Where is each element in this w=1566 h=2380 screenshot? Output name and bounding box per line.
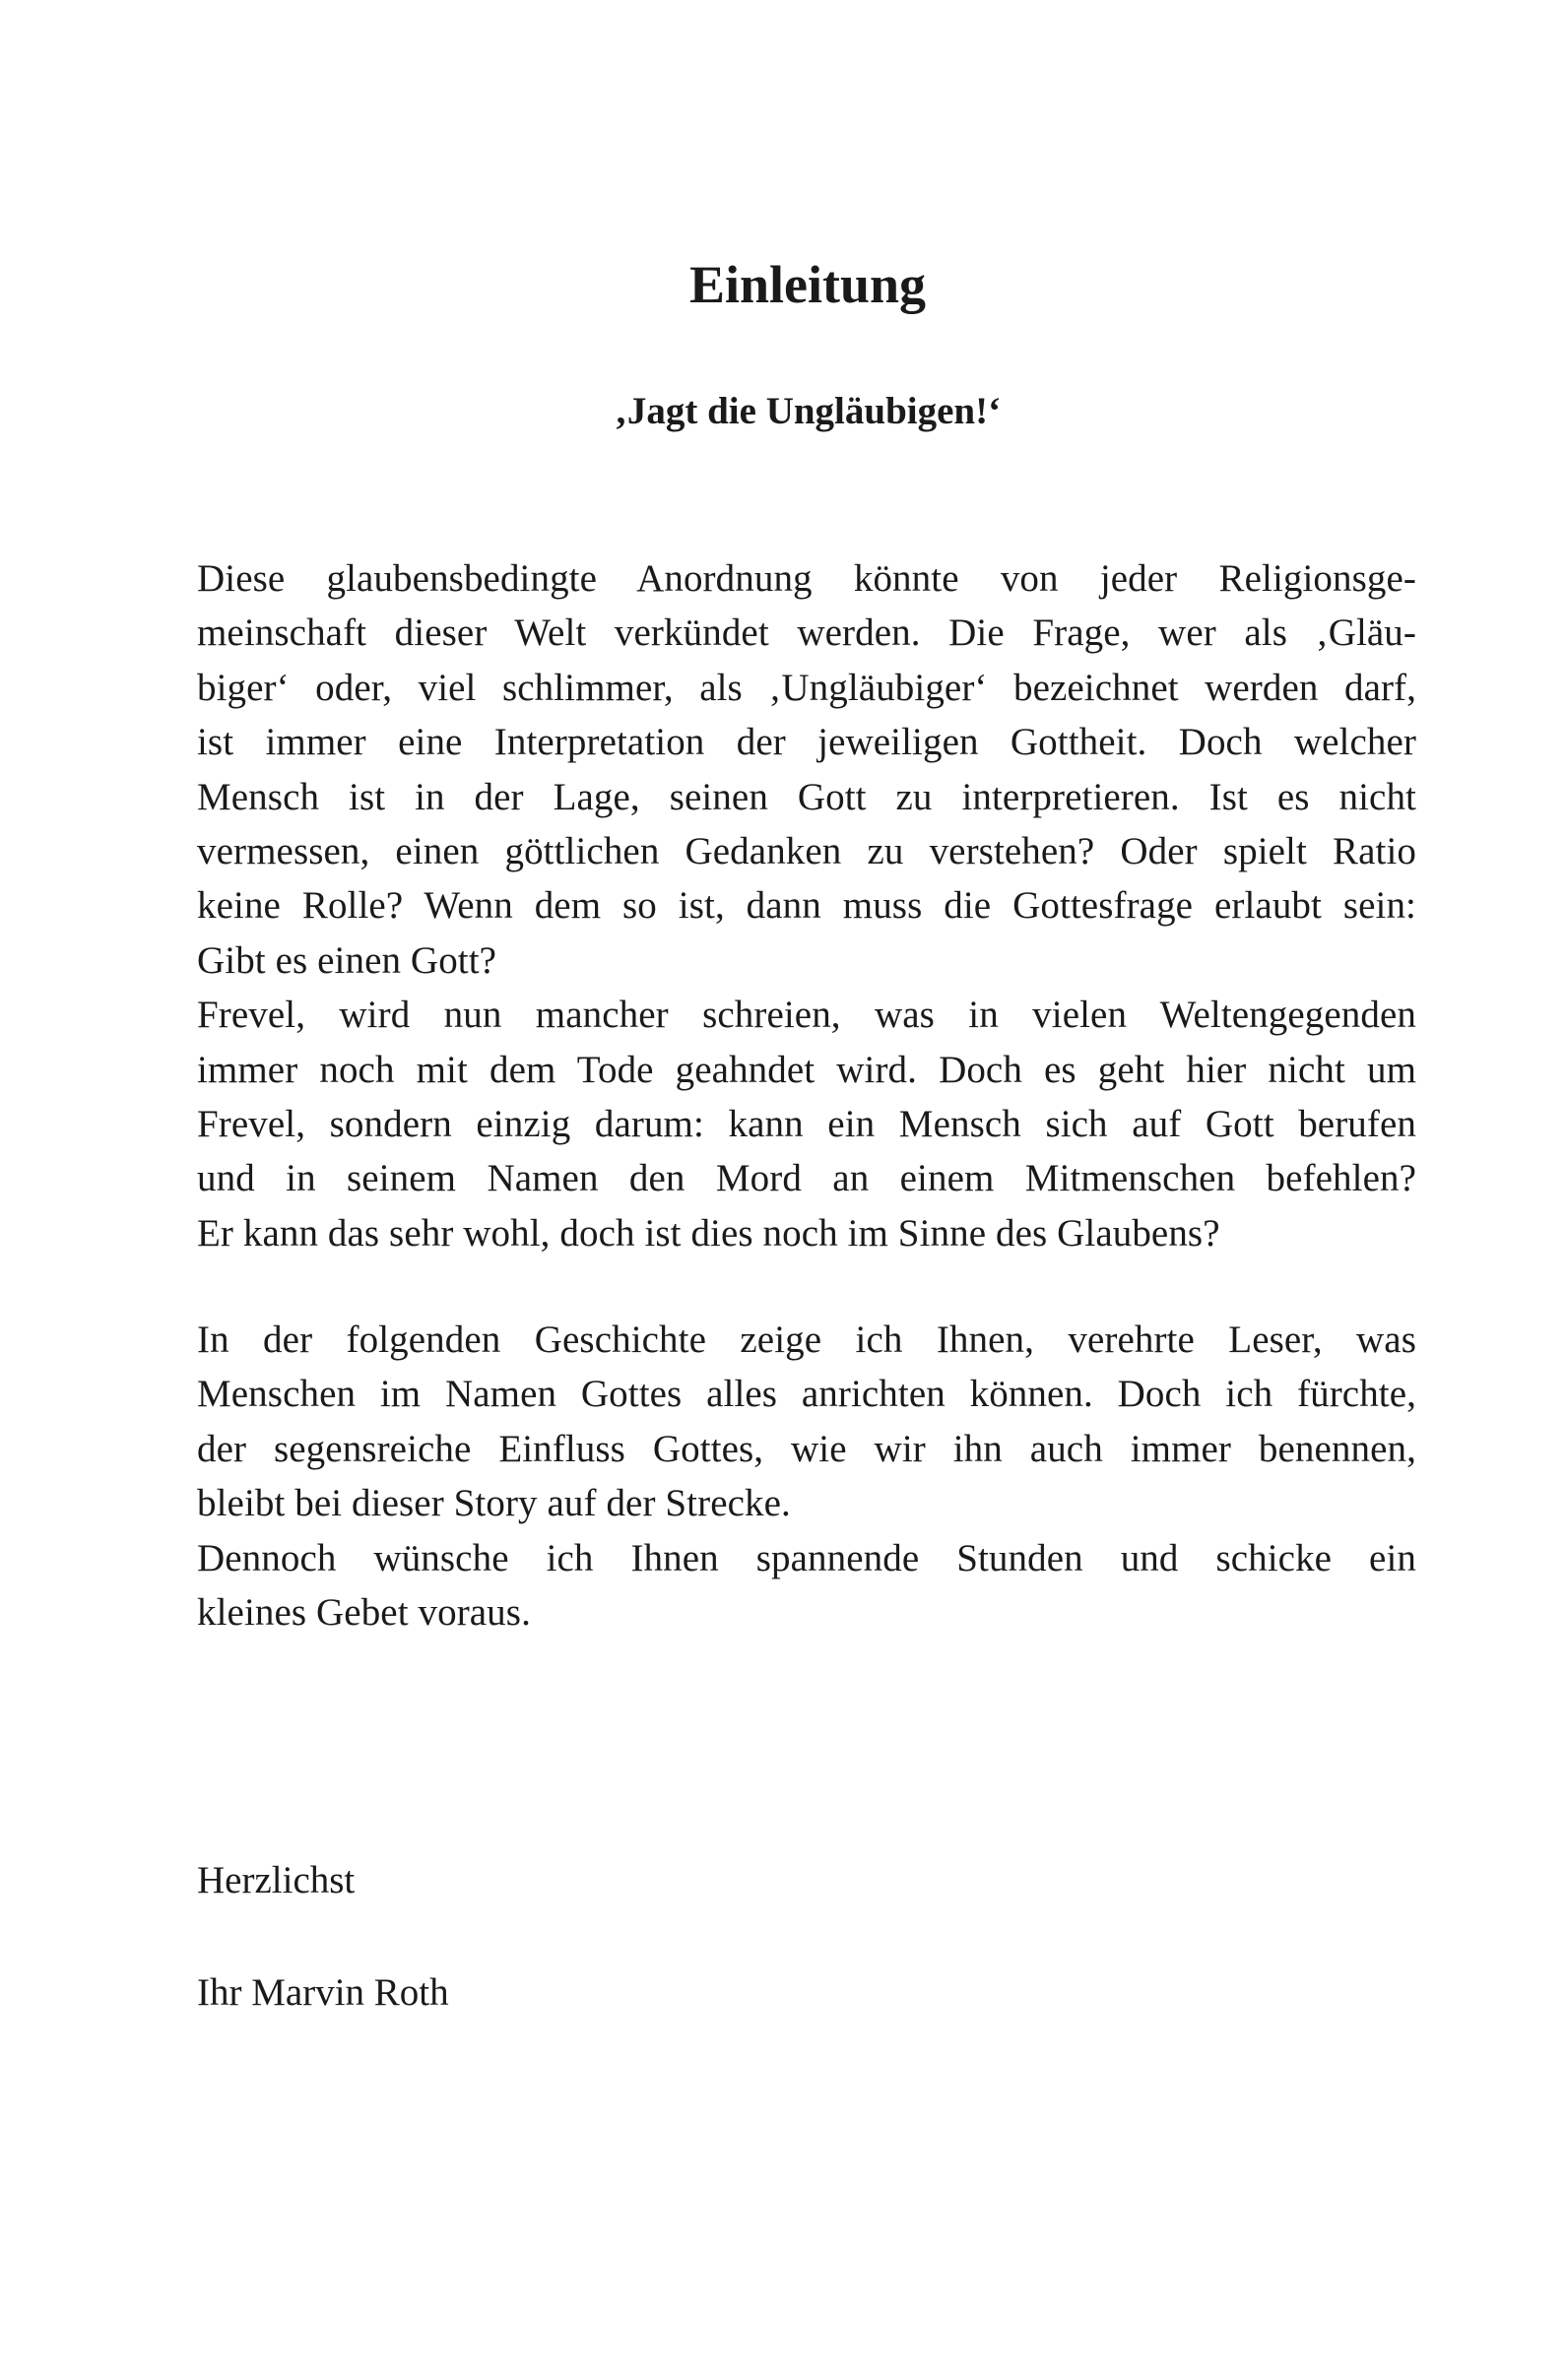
chapter-title: Einleitung bbox=[688, 255, 927, 314]
text-line: Mensch ist in der Lage, seinen Gott zu interpretieren. Ist es nicht bbox=[197, 775, 1416, 818]
closing-greeting: Herzlichst bbox=[197, 1859, 356, 1901]
text-line: In der folgenden Geschichte zeige ich Ihnen, verehrte Leser, was bbox=[197, 1319, 1416, 1361]
text-line: Frevel, sondern einzig darum: kann ein Mensch sich auf Gott berufen bbox=[197, 1103, 1416, 1146]
text-line: Er kann das sehr wohl, doch ist dies noch im Sinne des Glaubens? bbox=[197, 1211, 1220, 1254]
text-line: biger‘ oder, viel schlimmer, als ‚Ungläubiger‘ bezeichnet werden darf, bbox=[197, 666, 1416, 709]
text-line: vermessen, einen göttlichen Gedanken zu verstehen? Oder spielt Ratio bbox=[197, 830, 1416, 873]
text-line: der segensreiche Einfluss Gottes, wie wir ihn auch immer benennen, bbox=[197, 1427, 1416, 1470]
text-line: bleibt bei dieser Story auf der Strecke. bbox=[197, 1482, 791, 1525]
chapter-subtitle: ‚Jagt die Ungläubigen!‘ bbox=[614, 390, 1002, 432]
text-line: Gibt es einen Gott? bbox=[197, 938, 497, 982]
author-signature: Ihr Marvin Roth bbox=[197, 1971, 449, 2014]
text-line: ist immer eine Interpretation der jeweiligen Gottheit. Doch welcher bbox=[197, 721, 1416, 764]
text-line: Menschen im Namen Gottes alles anrichten können. Doch ich fürchte, bbox=[197, 1373, 1416, 1416]
paragraph-2 bbox=[197, 1313, 1416, 1640]
paragraph-1 bbox=[197, 551, 1416, 1260]
text-line: Diese glaubensbedingte Anordnung könnte von jeder Religionsge- bbox=[197, 557, 1416, 600]
text-line: immer noch mit dem Tode geahndet wird. Doch es geht hier nicht um bbox=[197, 1048, 1416, 1091]
text-line: keine Rolle? Wenn dem so ist, dann muss die Gottesfrage erlaubt sein: bbox=[197, 884, 1416, 928]
text-line: meinschaft dieser Welt verkündet werden. Die Frage, wer als ‚Gläu- bbox=[197, 611, 1416, 655]
text-line: Dennoch wünsche ich Ihnen spannende Stunden und schicke ein bbox=[197, 1536, 1416, 1579]
text-line: kleines Gebet voraus. bbox=[197, 1591, 531, 1635]
text-line: und in seinem Namen den Mord an einem Mitmenschen befehlen? bbox=[197, 1157, 1416, 1200]
text-line: Frevel, wird nun mancher schreien, was in vielen Weltengegenden bbox=[197, 994, 1416, 1037]
